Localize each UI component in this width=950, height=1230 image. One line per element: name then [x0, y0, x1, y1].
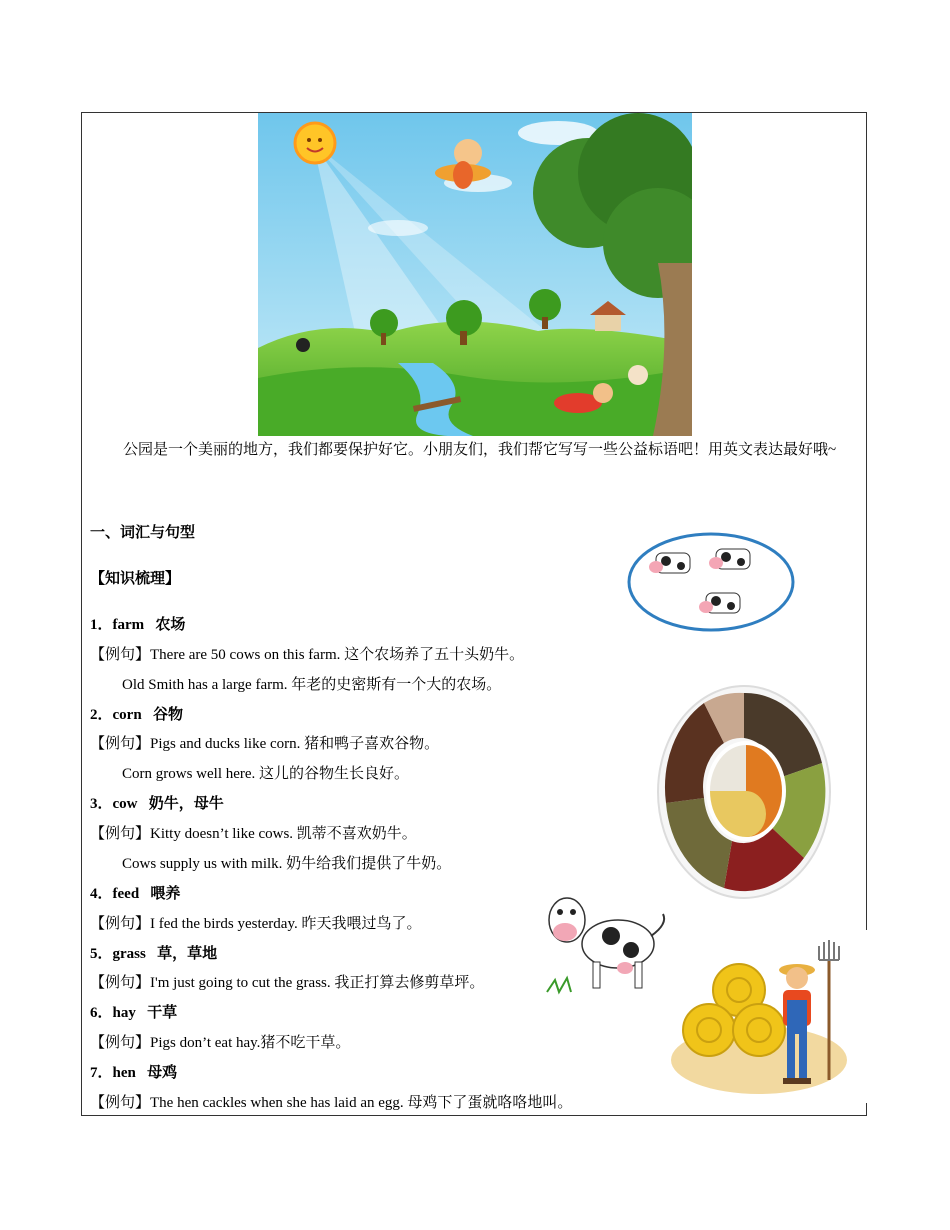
vocab-meaning: 干草	[147, 1005, 178, 1021]
cow-illustration	[543, 884, 673, 999]
example-tag: 【例句】	[90, 826, 151, 842]
vocab-number: 5．	[90, 946, 113, 962]
example-text: Pigs and ducks like corn. 猪和鸭子喜欢谷物。	[150, 736, 440, 752]
example-sentence	[90, 824, 417, 844]
grains-illustration	[654, 683, 834, 901]
vocab-heading-corn	[90, 705, 183, 725]
vocab-number: 4．	[90, 886, 113, 902]
vocab-heading-feed	[90, 884, 180, 904]
example-text: Pigs don’t eat hay.猪不吃干草。	[150, 1035, 351, 1051]
subsection-title: 【知识梳理】	[90, 571, 181, 587]
vocab-heading-farm	[90, 615, 185, 635]
vocab-number: 7．	[90, 1065, 113, 1081]
park-illustration	[258, 113, 692, 436]
vocab-word: grass	[112, 946, 146, 962]
example-text: There are 50 cows on this farm. 这个农场养了五十头奶牛。	[150, 647, 525, 663]
vocab-word: corn	[112, 707, 142, 723]
example-text: I'm just going to cut the grass. 我正打算去修剪草坪。	[150, 975, 485, 991]
vocab-word: hen	[112, 1065, 136, 1081]
example-sentence	[90, 973, 484, 993]
vocab-heading-cow	[90, 794, 224, 814]
cows-illustration	[626, 531, 796, 634]
vocab-number: 6．	[90, 1005, 113, 1021]
example-sentence	[90, 645, 524, 665]
vocab-word: farm	[112, 617, 145, 633]
farmer-illustration	[669, 930, 869, 1103]
example-sentence: Old Smith has a large farm. 年老的史密斯有一个大的农场。	[122, 677, 502, 693]
vocab-heading-hen	[90, 1063, 177, 1083]
vocab-meaning: 母鸡	[147, 1065, 178, 1081]
example-sentence: Corn grows well here. 这儿的谷物生长良好。	[122, 766, 410, 782]
example-tag: 【例句】	[90, 916, 151, 932]
example-tag: 【例句】	[90, 736, 151, 752]
vocab-number: 1．	[90, 617, 113, 633]
vocab-word: hay	[112, 1005, 136, 1021]
vocab-number: 2．	[90, 707, 113, 723]
vocab-meaning: 奶牛，母牛	[148, 796, 224, 812]
example-tag: 【例句】	[90, 1035, 151, 1051]
vocab-meaning: 谷物	[152, 707, 183, 723]
vocab-word: cow	[112, 796, 138, 812]
section-title: 一、词汇与句型	[90, 525, 196, 541]
vocab-heading-grass	[90, 944, 217, 964]
vocab-number: 3．	[90, 796, 113, 812]
example-tag: 【例句】	[90, 975, 151, 991]
example-tag: 【例句】	[90, 647, 151, 663]
vocab-meaning: 草，草地	[157, 946, 218, 962]
example-tag: 【例句】	[90, 1095, 151, 1111]
vocab-meaning: 农场	[155, 617, 186, 633]
example-text: The hen cackles when she has laid an egg. 母鸡下了蛋就咯咯地叫。	[150, 1095, 573, 1111]
vocab-heading-hay	[90, 1003, 177, 1023]
vocab-word: feed	[112, 886, 140, 902]
example-sentence	[90, 1093, 572, 1113]
example-sentence	[90, 914, 422, 934]
example-sentence	[90, 1033, 350, 1053]
example-sentence	[90, 734, 439, 754]
example-text: Kitty doesn’t like cows. 凯蒂不喜欢奶牛。	[150, 826, 417, 842]
intro-paragraph: 公园是一个美丽的地方，我们都要保护好它。小朋友们，我们帮它写写一些公益标语吧！用英文表达最好哦~	[123, 442, 837, 458]
vocab-meaning: 喂养	[150, 886, 181, 902]
example-sentence: Cows supply us with milk. 奶牛给我们提供了牛奶。	[122, 856, 452, 872]
example-text: I fed the birds yesterday. 昨天我喂过鸟了。	[150, 916, 422, 932]
